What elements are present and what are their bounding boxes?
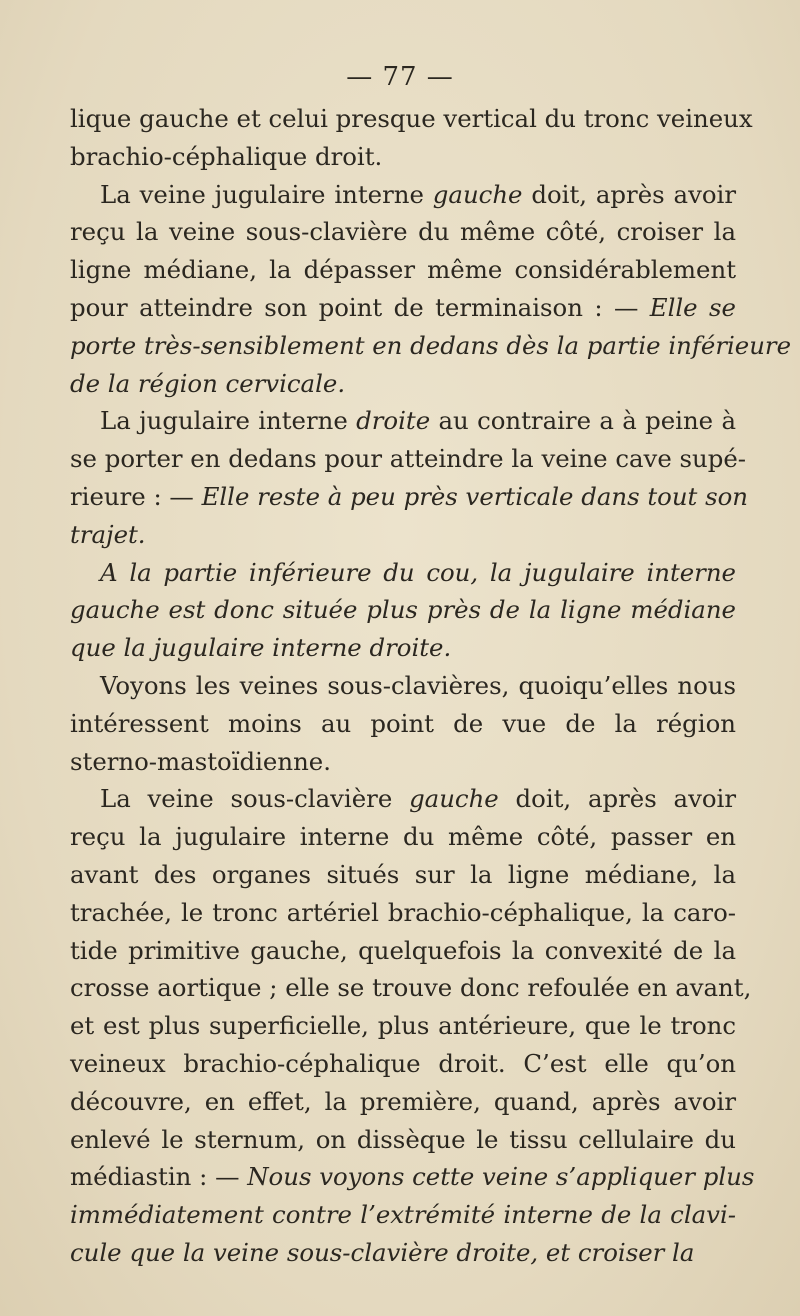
italic-text: cule que la veine sous-clavière droite, et croiser la xyxy=(70,1237,695,1267)
text-line xyxy=(70,1158,755,1196)
text-span: découvre, en effet, la première, quand, après avoir xyxy=(70,1086,736,1116)
text-span: rieure : — xyxy=(70,481,202,511)
text-line xyxy=(70,327,792,365)
text-line xyxy=(70,478,749,516)
text-span: se porter en dedans pour atteindre la veine cave supé- xyxy=(70,444,747,474)
text-span: reçu la jugulaire interne du même côté, passer en xyxy=(70,822,736,852)
text-span: La veine sous-clavière xyxy=(100,784,410,814)
text-span: sterno-mastoïdienne. xyxy=(70,746,331,776)
text-span: veineux brachio-céphalique droit. C’est elle qu’on xyxy=(70,1048,736,1078)
italic-text: porte très-sensiblement en dedans dès la partie inférieure xyxy=(70,330,792,360)
text-line xyxy=(70,1083,736,1121)
text-line xyxy=(70,932,736,970)
text-line xyxy=(70,440,747,478)
body-text xyxy=(70,100,792,1272)
text-span: lique gauche et celui presque vertical du tronc veineux xyxy=(70,104,753,133)
text-span: intéressent moins au point de vue de la région xyxy=(70,708,736,738)
text-line xyxy=(70,1007,736,1045)
text-line xyxy=(70,667,736,705)
text-span: Voyons les veines sous-clavières, quoiqu’elles nous xyxy=(100,670,736,700)
text-span: médiastin : — xyxy=(70,1162,248,1192)
text-line xyxy=(70,629,736,667)
text-line xyxy=(70,365,736,403)
italic-text: que la jugulaire interne droite. xyxy=(70,633,452,663)
text-line xyxy=(70,705,736,743)
text-line xyxy=(70,213,736,251)
italic-text: Nous voyons cette veine s’appliquer plus xyxy=(247,1162,755,1192)
text-span: doit, après avoir xyxy=(498,784,736,814)
text-span: La veine jugulaire interne xyxy=(100,179,433,209)
text-span: au contraire a à peine à xyxy=(430,406,736,436)
text-line xyxy=(70,251,736,289)
text-line xyxy=(70,894,736,932)
text-line xyxy=(70,402,736,440)
text-line xyxy=(70,554,736,592)
text-span: doit, après avoir xyxy=(522,179,736,209)
text-line xyxy=(70,591,736,629)
text-line xyxy=(70,1234,736,1272)
page-number: — 77 — xyxy=(346,62,454,92)
italic-text: A la partie inférieure du cou, la jugulaire interne xyxy=(100,557,736,587)
italic-text: de la région cervicale. xyxy=(70,368,346,398)
text-line xyxy=(70,289,736,327)
italic-text: gauche xyxy=(409,784,499,814)
text-span: ligne médiane, la dépasser même considérablement xyxy=(70,255,736,285)
italic-text: Elle se xyxy=(649,292,736,322)
text-line xyxy=(70,856,736,894)
text-span: La jugulaire interne xyxy=(100,406,357,436)
text-line xyxy=(70,1196,736,1234)
text-span: pour atteindre son point de terminaison : — xyxy=(70,292,650,322)
text-line xyxy=(70,969,752,1007)
text-span: et est plus superficielle, plus antérieure, que le tronc xyxy=(70,1011,736,1041)
italic-text: trajet. xyxy=(70,519,146,549)
italic-text: immédiatement contre l’extrémité interne de la clavi- xyxy=(70,1200,736,1230)
italic-text: gauche xyxy=(432,179,523,209)
text-span: enlevé le sternum, on dissèque le tissu cellulaire du xyxy=(70,1124,736,1154)
text-span: trachée, le tronc artériel brachio-céphalique, la caro- xyxy=(70,897,736,927)
text-span: crosse aortique ; elle se trouve donc refoulée en avant, xyxy=(70,973,752,1003)
text-line xyxy=(70,1045,736,1083)
italic-text: gauche est donc située plus près de la ligne médiane xyxy=(70,595,736,625)
italic-text: Elle reste à peu près verticale dans tout son xyxy=(201,481,749,511)
text-line xyxy=(70,100,753,138)
text-span: avant des organes situés sur la ligne médiane, la xyxy=(70,859,736,889)
text-line xyxy=(70,818,736,856)
text-line xyxy=(70,138,736,176)
text-span: brachio-céphalique droit. xyxy=(70,141,383,171)
text-span: tide primitive gauche, quelquefois la convexité de la xyxy=(70,935,736,965)
text-line xyxy=(70,743,736,781)
text-span: reçu la veine sous-clavière du même côté, croiser la xyxy=(70,217,736,247)
italic-text: droite xyxy=(356,406,431,436)
text-line xyxy=(70,516,736,554)
text-line xyxy=(70,176,736,214)
text-line xyxy=(70,1121,736,1159)
text-line xyxy=(70,780,736,818)
